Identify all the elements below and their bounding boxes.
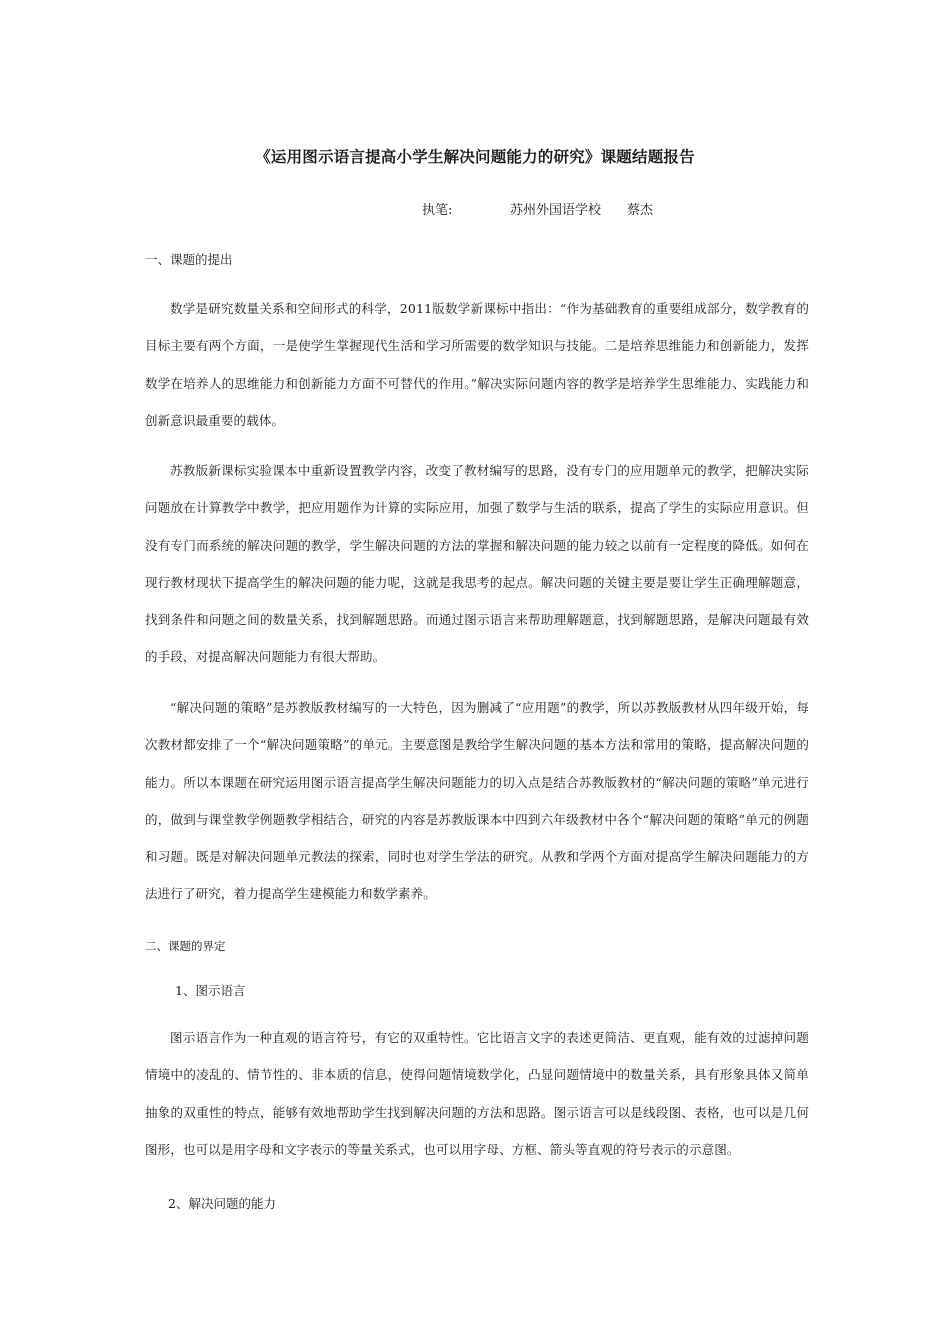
- byline-school: 苏州外国语学校: [510, 203, 602, 218]
- document-title: 《运用图示语言提高小学生解决问题能力的研究》课题结题报告: [255, 147, 695, 166]
- paragraph-3: “解决问题的策略”是苏教版教材编写的一大特色，因为删减了“应用题”的教学，所以苏教版教材从四年级开始，每次教材都安排了一个“解决问题策略”的单元。主要意图是教给学生解决问题的基本方法和常用的策略，提高解决问题的能力。所以本课题在研究运用图示语言提高学生解决问题能力的切入点是结合苏教版教材的“解决问题的策略”单元进行的，做到与课堂教学例题教学相结合，研究的内容是苏教版课本中四到六年级教材中各个“解决问题的策略”单元的例题和习题。既是对解决问题单元教法的探索，同时也对学生学法的研究。从教和学两个方面对提高学生解决问题能力的方法进行了研究，着力提高学生建模能力和数学素养。: [145, 700, 809, 902]
- subsection-heading-2: 2、解决问题的能力: [168, 1196, 276, 1211]
- subsection-heading-1: 1、图示语言: [175, 983, 246, 998]
- byline-author: 蔡杰: [627, 203, 654, 218]
- section-heading-1: 一、课题的提出: [145, 252, 233, 267]
- byline-label: 执笔:: [422, 203, 453, 218]
- paragraph-2: 苏教版新课标实验课本中重新设置教学内容，改变了教材编写的思路，没有专门的应用题单元的教学，把解决实际问题放在计算教学中教学，把应用题作为计算的实际应用，加强了数学与生活的联系，提高了学生的实际应用意识。但没有专门而系统的解决问题的教学，学生解决问题的方法的掌握和解决问题的能力较之以前有一定程度的降低。如何在现行教材现状下提高学生的解决问题的能力呢，这就是我思考的起点。解决问题的关键主要是要让学生正确理解题意，找到条件和问题之间的数量关系，找到解题思路。而通过图示语言来帮助理解题意，找到解题思路，是解决问题最有效的手段，对提高解决问题能力有很大帮助。: [145, 463, 809, 665]
- section-heading-2: 二、课题的界定: [145, 939, 226, 953]
- paragraph-4: 图示语言作为一种直观的语言符号，有它的双重特性。它比语言文字的表述更简洁、更直观，能有效的过滤掉问题情境中的凌乱的、情节性的、非本质的信息，使得问题情境数学化，凸显问题情境中的数量关系，具有形象具体又简单抽象的双重性的特点，能够有效地帮助学生找到解决问题的方法和思路。图示语言可以是线段图、表格，也可以是几何图形，也可以是用字母和文字表示的等量关系式，也可以用字母、方框、箭头等直观的符号表示的示意图。: [145, 1030, 809, 1157]
- paragraph-1: 数学是研究数量关系和空间形式的科学，2011版数学新课标中指出：“作为基础教育的重要组成部分，数学教育的目标主要有两个方面，一是使学生掌握现代生活和学习所需要的数学知识与技能。二是培养思维能力和创新能力，发挥数学在培养人的思维能力和创新能力方面不可替代的作用。”解决实际问题内容的教学是培养学生思维能力、实践能力和创新意识最重要的载体。: [145, 301, 809, 428]
